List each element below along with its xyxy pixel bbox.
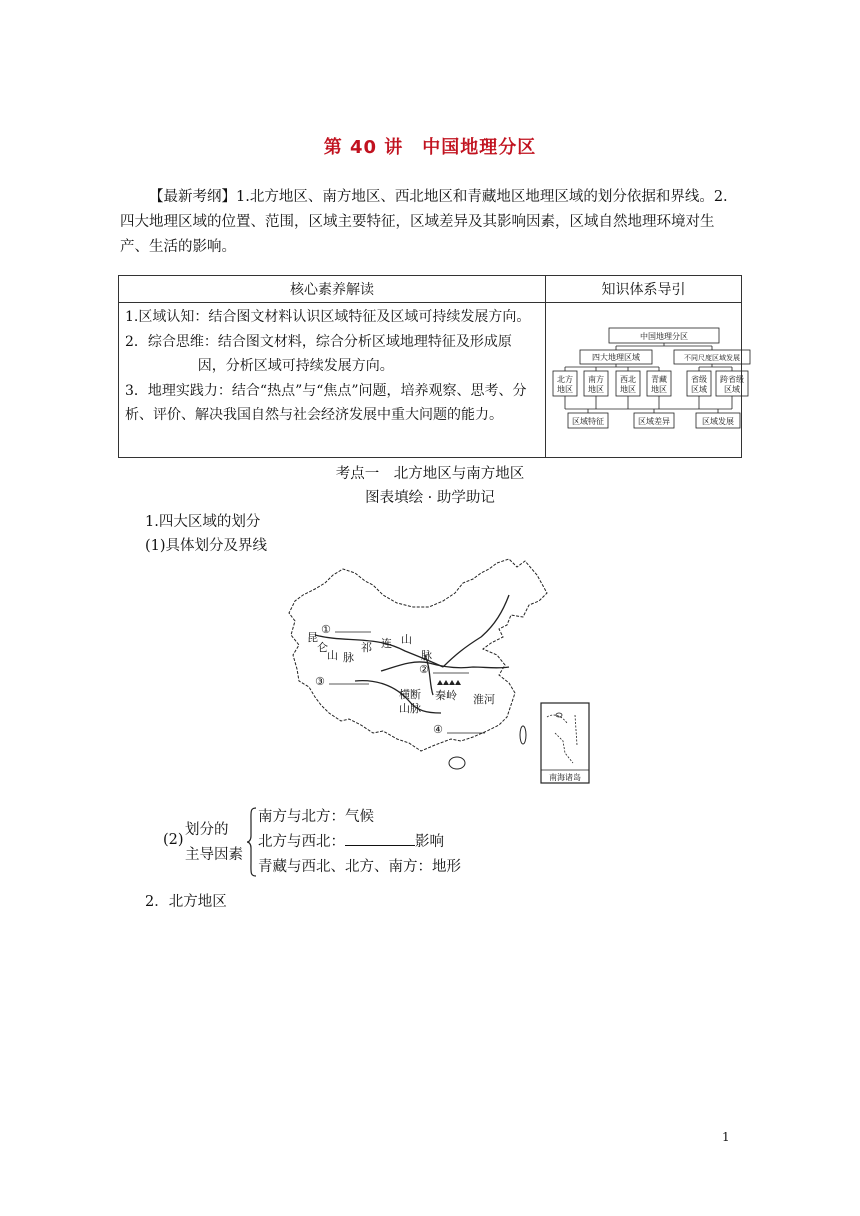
section-heading: 考点一 北方地区与南方地区 <box>335 466 525 482</box>
heading-boundaries: (1)具体划分及界线 <box>145 538 268 554</box>
inset-frame <box>541 703 589 783</box>
knowledge-diagram-cell <box>546 303 742 458</box>
diagram-scale-provincial-2: 区域 <box>691 385 707 394</box>
inset-label: 南海诸岛 <box>549 773 581 782</box>
diagram-region-south-2: 地区 <box>588 385 604 394</box>
page-number: 1 <box>722 1130 730 1144</box>
map-label-2: ② <box>419 663 429 676</box>
heading-north-region: 2．北方地区 <box>145 894 227 910</box>
heading-division: 1.四大区域的划分 <box>145 514 261 530</box>
factor-south-north: 南方与北方：气候 <box>258 809 374 825</box>
diagram-four-regions: 四大地理区域 <box>592 353 640 362</box>
literacy-item-2: 2．综合思维：结合图文材料，综合分析区域地理特征及形成原因，分析区域可持续发展方向。 <box>125 333 512 374</box>
table-header-right: 知识体系导引 <box>546 276 742 303</box>
qilian-3: 山 <box>401 633 412 646</box>
qilian-1: 祁 <box>361 641 372 654</box>
diagram-bottom-differences: 区域差异 <box>638 417 670 426</box>
knowledge-diagram <box>548 327 753 435</box>
diagram-region-northwest-2: 地区 <box>620 385 636 394</box>
huaihe-label: 淮河 <box>473 693 495 706</box>
factors-number: (2) <box>163 832 184 848</box>
diagram-bottom-features: 区域特征 <box>572 417 604 426</box>
syllabus <box>120 185 742 260</box>
china-regions-map <box>285 555 595 785</box>
kunlun-1: 昆 <box>307 631 318 644</box>
factor-qingzang: 青藏与西北、北方、南方：地形 <box>258 859 461 875</box>
table-header-left: 核心素养解读 <box>119 276 546 303</box>
diagram-root: 中国地理分区 <box>640 332 688 341</box>
syllabus-label: 【最新考纲】 <box>149 189 236 205</box>
qinling-label: 秦岭 <box>435 689 457 702</box>
factors-lines <box>258 805 461 880</box>
diagram-scale-provincial-1: 省级 <box>691 375 707 384</box>
literacy-list <box>119 303 546 458</box>
map-label-4: ④ <box>433 723 443 736</box>
diagram-scale-cross-2: 区域 <box>724 385 740 394</box>
diagram-bottom-development: 区域发展 <box>702 417 734 426</box>
core-literacy-table <box>118 275 742 458</box>
fill-blank[interactable] <box>345 831 415 846</box>
hengduan-2: 山脉 <box>399 702 421 715</box>
diagram-region-qingzang-1: 青藏 <box>651 375 667 384</box>
factors-label-line1: 划分的 <box>185 822 229 838</box>
diagram-region-south-1: 南方 <box>588 375 604 384</box>
diagram-scale-development: 不同尺度区域发展 <box>684 354 740 362</box>
kunlun-4: 脉 <box>343 651 354 664</box>
diagram-region-north-2: 地区 <box>557 385 573 394</box>
kunlun-3: 山 <box>327 649 338 662</box>
qilian-4: 脉 <box>421 649 432 662</box>
map-label-1: ① <box>321 623 331 636</box>
hengduan-1: 横断 <box>399 688 421 701</box>
sub-heading: 图表填绘 · 助学助记 <box>365 490 495 506</box>
factor-north-northwest: 北方与西北： 影响 <box>258 830 461 855</box>
qilian-2: 连 <box>381 637 392 650</box>
factors-label-line2: 主导因素 <box>185 847 243 863</box>
map-label-3: ③ <box>315 675 325 688</box>
factors-label <box>185 818 243 868</box>
diagram-region-qingzang-2: 地区 <box>651 385 667 394</box>
kunlun-2: 仑 <box>317 641 328 654</box>
syllabus-text: 1.北方地区、南方地区、西北地区和青藏地区地理区域的划分依据和界线。2.四大地理区域的位置、范围，区域主要特征，区域差异及其影响因素，区域自然地理环境对生产、生活的影响。 <box>120 189 728 255</box>
literacy-item-3: 3．地理实践力：结合“热点”与“焦点”问题，培养观察、思考、分析、评价、解决我国自然与社会经济发展中重大问题的能力。 <box>125 382 527 423</box>
literacy-item-1: 1.区域认知：结合图文材料认识区域特征及区域可持续发展方向。 <box>125 309 531 325</box>
diagram-region-northwest-1: 西北 <box>620 375 636 384</box>
page-title: 第 40 讲 中国地理分区 <box>323 137 537 158</box>
diagram-scale-cross-1: 跨省级 <box>720 375 744 384</box>
brace-icon <box>246 806 258 878</box>
diagram-region-north-1: 北方 <box>557 375 573 384</box>
